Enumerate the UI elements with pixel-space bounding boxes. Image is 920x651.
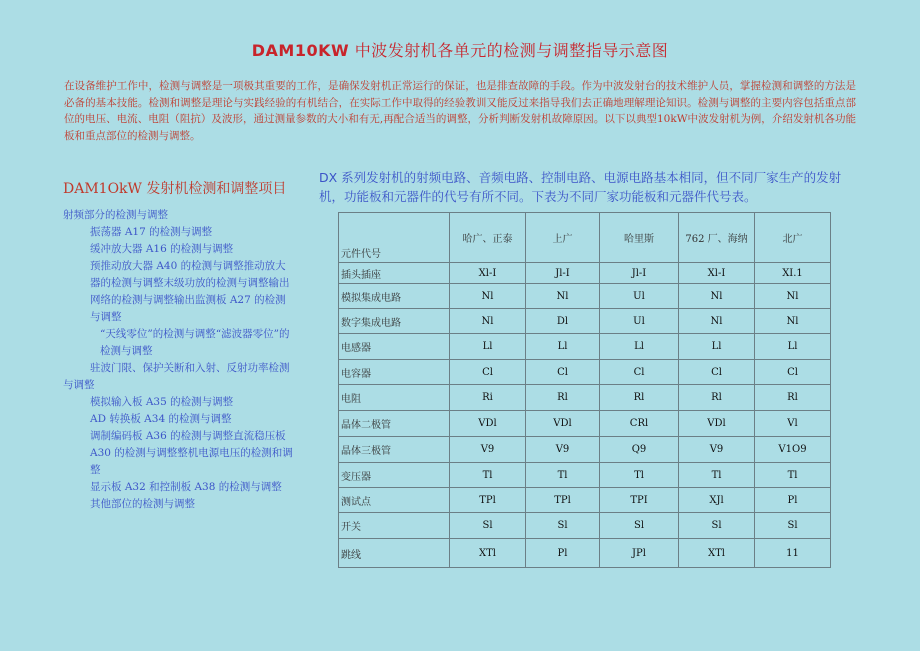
component-code-cell: Rl (526, 385, 600, 411)
component-name-cell: 测试点 (339, 488, 450, 513)
inspection-item: AD 转换板 A34 的检测与调整 (90, 413, 232, 425)
component-code-cell: V9 (450, 437, 526, 463)
inspection-item: 振荡器 A17 的检测与调整 (90, 226, 213, 238)
component-code-cell: XTl (679, 539, 755, 568)
component-code-cell: Nl (450, 309, 526, 334)
component-code-cell: VDl (679, 411, 755, 437)
title-model: DAM10KW (251, 41, 350, 60)
table-column-header: 哈广、正泰 (450, 213, 526, 263)
component-code-cell: VDl (526, 411, 600, 437)
component-code-cell: Vl (755, 411, 831, 437)
table-row (339, 360, 831, 385)
component-code-cell: Nl (755, 284, 831, 309)
component-code-cell: Sl (600, 513, 679, 539)
component-name-cell: 晶体二极管 (339, 411, 450, 437)
component-code-cell: Nl (755, 309, 831, 334)
component-name-cell: 电阻 (339, 385, 450, 411)
component-code-cell: Nl (679, 284, 755, 309)
component-code-cell: Ll (526, 334, 600, 360)
component-code-cell: V9 (679, 437, 755, 463)
component-code-cell: Ri (450, 385, 526, 411)
component-code-cell: V1O9 (755, 437, 831, 463)
component-code-cell: Pl (526, 539, 600, 568)
component-name-cell: 模拟集成电路 (339, 284, 450, 309)
inspection-item: 其他部位的检测与调整 (90, 498, 195, 510)
component-code-cell: Pl (755, 488, 831, 513)
component-name-cell: 变压器 (339, 463, 450, 488)
page-title (0, 38, 920, 61)
component-code-cell: Ul (600, 309, 679, 334)
component-code-cell: Ll (450, 334, 526, 360)
component-name-cell: 开关 (339, 513, 450, 539)
component-code-cell: V9 (526, 437, 600, 463)
component-code-cell: TPl (450, 488, 526, 513)
table-row (339, 513, 831, 539)
component-code-cell: Ll (600, 334, 679, 360)
component-code-cell: CRl (600, 411, 679, 437)
table-row (339, 411, 831, 437)
inspection-item: 预推动放大器 A40 的检测与调整推动放大器的检测与调整末级功放的检测与调整输出网络的检测与调整输出监测板 A27 的检测与调整 (90, 260, 290, 323)
table-row (339, 437, 831, 463)
component-code-cell: Jl-I (600, 263, 679, 284)
component-name-cell: 晶体三极管 (339, 437, 450, 463)
component-code-cell: Cl (526, 360, 600, 385)
table-corner-label: 元件代号 (339, 213, 450, 263)
component-code-cell: Ul (600, 284, 679, 309)
component-name-cell: 跳线 (339, 539, 450, 568)
component-code-cell: Ll (755, 334, 831, 360)
inspection-item: 调制编码板 A36 的检测与调整直流稳压板 A30 的检测与调整整机电源电压的检测和调整 (90, 430, 293, 476)
component-code-cell: Ll (679, 334, 755, 360)
dx-series-note: DX 系列发射机的射频电路、音频电路、控制电路、电源电路基本相同，但不同厂家生产的发射机，功能板和元器件的代号有所不同。下表为不同厂家功能板和元器件代号表。 (319, 170, 842, 204)
table-row (339, 334, 831, 360)
component-code-cell: XI.1 (755, 263, 831, 284)
component-code-cell: Rl (679, 385, 755, 411)
component-code-cell: Nl (679, 309, 755, 334)
component-code-cell: Sl (755, 513, 831, 539)
component-code-cell: TPI (600, 488, 679, 513)
component-code-cell: Xl-I (450, 263, 526, 284)
inspection-item: 模拟输入板 A35 的检测与调整 (90, 396, 234, 408)
component-code-cell: 11 (755, 539, 831, 568)
component-code-cell: Nl (526, 284, 600, 309)
inspection-item: “天线零位”的检测与调整“滤波器零位”的检测与调整 (100, 328, 290, 357)
table-column-header: 762 厂、海纳 (679, 213, 755, 263)
component-code-cell: Sl (526, 513, 600, 539)
component-code-cell: Tl (600, 463, 679, 488)
table-header-row (339, 213, 831, 263)
table-row (339, 263, 831, 284)
component-code-cell: Xl-I (679, 263, 755, 284)
component-name-cell: 数字集成电路 (339, 309, 450, 334)
table-row (339, 284, 831, 309)
component-code-cell: JPl (600, 539, 679, 568)
component-code-cell: Tl (755, 463, 831, 488)
component-code-cell: Tl (526, 463, 600, 488)
table-row (339, 309, 831, 334)
component-code-cell: Rl (755, 385, 831, 411)
table-row (339, 488, 831, 513)
component-code-cell: Dl (526, 309, 600, 334)
component-code-cell: Sl (450, 513, 526, 539)
component-code-cell: XTl (450, 539, 526, 568)
component-name-cell: 电感器 (339, 334, 450, 360)
component-code-cell: TPl (526, 488, 600, 513)
table-row (339, 463, 831, 488)
inspection-items-heading: DAM1OkW 发射机检测和调整项目 (63, 181, 287, 197)
inspection-item: 显示板 A32 和控制板 A38 的检测与调整 (90, 481, 282, 493)
component-code-cell: Nl (450, 284, 526, 309)
table-column-header: 北广 (755, 213, 831, 263)
inspection-item: 射频部分的检测与调整 (63, 209, 168, 221)
component-name-cell: 插头插座 (339, 263, 450, 284)
component-code-cell: Rl (600, 385, 679, 411)
table-column-header: 上广 (526, 213, 600, 263)
component-code-cell: Jl-I (526, 263, 600, 284)
component-code-cell: Tl (450, 463, 526, 488)
component-name-cell: 电容器 (339, 360, 450, 385)
component-code-table (338, 212, 831, 568)
component-code-cell: VDl (450, 411, 526, 437)
table-row (339, 385, 831, 411)
table-column-header: 哈里斯 (600, 213, 679, 263)
component-code-cell: Tl (679, 463, 755, 488)
component-code-cell: Cl (450, 360, 526, 385)
component-code-cell: Cl (755, 360, 831, 385)
component-code-cell: Cl (679, 360, 755, 385)
component-code-cell: Q9 (600, 437, 679, 463)
inspection-item: 缓冲放大器 A16 的检测与调整 (90, 243, 234, 255)
component-code-cell: Sl (679, 513, 755, 539)
title-text: 中波发射机各单元的检测与调整指导示意图 (354, 41, 669, 60)
intro-paragraph: 在设备维护工作中，检测与调整是一项极其重要的工作，是确保发射机正常运行的保证，也是排查故障的手段。作为中波发射台的技术维护人员，掌握检测和调整的方法是必备的基本技能。检测和调整是理论与实践经验的有机结合，在实际工作中取得的经验教训又能反过来指导我们去正确地理解理论知识。检测与调整的主要内容包括重点部位的电压、电流、电阻（阻抗）及波形，通过测量参数的大小和有无,再配合适当的调整，分析判断发射机故障原因。以下以典型10kW中波发射机为例，介绍发射机各功能板和重点部位的检测与调整。 (64, 80, 856, 142)
component-code-cell: XJl (679, 488, 755, 513)
inspection-items-list (63, 207, 293, 513)
component-code-cell: Cl (600, 360, 679, 385)
table-row (339, 539, 831, 568)
inspection-item: 驻波门限、保护关断和入射、反射功率检测与调整 (63, 362, 290, 391)
